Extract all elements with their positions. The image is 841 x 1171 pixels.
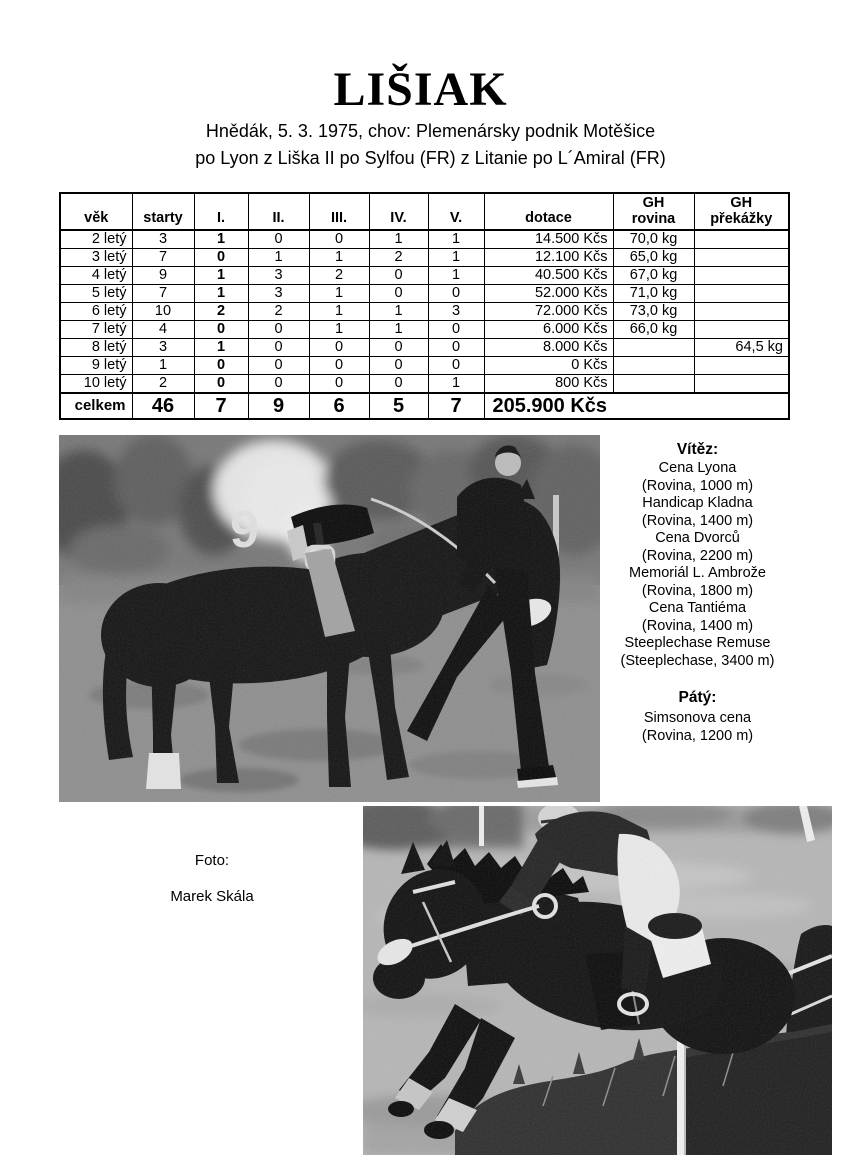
table-cell: 65,0 kg (613, 249, 694, 267)
race-name: Simsonova cena (643, 710, 752, 726)
winner-list (600, 460, 795, 670)
table-cell (694, 303, 789, 321)
table-cell: 0 (428, 357, 484, 375)
table-cell: 0 (194, 375, 248, 394)
table-cell: 71,0 kg (613, 285, 694, 303)
table-cell: 0 (248, 375, 309, 394)
total-place4: 5 (369, 393, 428, 419)
table-cell (694, 375, 789, 394)
photo-paddock (59, 435, 600, 802)
table-cell: 2 (194, 303, 248, 321)
race-result-item (600, 530, 795, 565)
table-cell: 1 (428, 230, 484, 249)
table-cell: 1 (428, 375, 484, 394)
winner-section (600, 441, 795, 670)
table-cell: 1 (132, 357, 194, 375)
table-cell: 8 letý (60, 339, 132, 357)
photo-grain (363, 806, 832, 1155)
fifth-title: Pátý: (678, 689, 717, 706)
table-cell: 3 (248, 267, 309, 285)
table-row-total (60, 393, 789, 419)
table-cell (694, 230, 789, 249)
table-cell: 0 (248, 230, 309, 249)
table-cell: 1 (194, 230, 248, 249)
table-cell: 14.500 Kčs (484, 230, 613, 249)
paddock-photo-illustration (59, 435, 600, 802)
col-header-dotace: dotace (484, 193, 613, 230)
table-cell: 1 (369, 303, 428, 321)
race-detail: (Rovina, 1400 m) (641, 512, 754, 529)
pedigree (20, 118, 841, 172)
table-cell: 2 (369, 249, 428, 267)
photo-credit (132, 852, 292, 905)
table-cell: 1 (309, 249, 369, 267)
race-result-item (600, 600, 795, 635)
total-place5: 7 (428, 393, 484, 419)
photo-grain (59, 435, 600, 802)
table-cell: 1 (194, 285, 248, 303)
table-cell: 5 letý (60, 285, 132, 303)
col-header-place2: II. (248, 193, 309, 230)
race-name: Cena Lyona (658, 460, 737, 476)
total-starty: 46 (132, 393, 194, 419)
table-cell: 0 (309, 375, 369, 394)
table-cell: 7 (132, 249, 194, 267)
table-row (60, 249, 789, 267)
table-cell: 0 (194, 357, 248, 375)
col-header-place3: III. (309, 193, 369, 230)
table-cell (694, 267, 789, 285)
fifth-section (600, 689, 795, 745)
table-cell: 0 (248, 339, 309, 357)
table-cell: 1 (194, 339, 248, 357)
race-detail: (Steeplechase, 3400 m) (620, 652, 775, 669)
table-cell: 0 (248, 357, 309, 375)
table-cell: 0 (369, 357, 428, 375)
table-row (60, 285, 789, 303)
table-cell: 1 (309, 285, 369, 303)
col-header-place5: V. (428, 193, 484, 230)
fifth-list (600, 710, 795, 745)
horse-number: 9 (230, 501, 259, 559)
race-name: Memoriál L. Ambrože (629, 565, 766, 581)
table-cell: 6.000 Kčs (484, 321, 613, 339)
table-cell: 9 (132, 267, 194, 285)
race-detail: (Rovina, 2200 m) (641, 547, 754, 564)
table-cell: 1 (369, 321, 428, 339)
table-cell: 1 (369, 230, 428, 249)
table-header-row (60, 193, 789, 230)
table-row (60, 357, 789, 375)
table-cell (613, 375, 694, 394)
winner-title: Vítěz: (676, 441, 719, 458)
table-cell: 0 (428, 321, 484, 339)
table-cell: 7 (132, 285, 194, 303)
race-detail: (Rovina, 1000 m) (641, 477, 754, 494)
race-detail: (Rovina, 1200 m) (641, 727, 754, 744)
race-name: Cena Tantiéma (648, 600, 747, 616)
table-cell (613, 357, 694, 375)
race-name: Cena Dvorců (655, 530, 740, 546)
table-cell: 0 (194, 321, 248, 339)
total-label: celkem (60, 393, 132, 419)
table-cell: 7 letý (60, 321, 132, 339)
table-cell: 1 (248, 249, 309, 267)
total-place2: 9 (248, 393, 309, 419)
table-cell (694, 321, 789, 339)
table-cell: 3 (132, 230, 194, 249)
race-result-item (600, 495, 795, 530)
table-row (60, 375, 789, 394)
table-cell: 800 Kčs (484, 375, 613, 394)
col-header-starty: starty (132, 193, 194, 230)
table-cell: 2 (132, 375, 194, 394)
table-cell: 0 (248, 321, 309, 339)
table-cell: 0 (369, 267, 428, 285)
total-place3: 6 (309, 393, 369, 419)
table-cell: 1 (194, 267, 248, 285)
photo-credit-name: Marek Skála (170, 888, 254, 905)
table-cell: 10 letý (60, 375, 132, 394)
race-result-item (600, 710, 795, 745)
race-result-item (600, 635, 795, 670)
table-cell: 0 (309, 357, 369, 375)
col-header-vek: věk (60, 193, 132, 230)
pedigree-line-2: po Lyon z Liška II po Sylfou (FR) z Litanie po L´Amiral (FR) (195, 148, 666, 168)
table-cell (694, 249, 789, 267)
table-cell: 72.000 Kčs (484, 303, 613, 321)
pedigree-line-1: Hnědák, 5. 3. 1975, chov: Plemenársky podnik Motěšice (205, 121, 656, 141)
table-cell: 2 (248, 303, 309, 321)
table-cell: 12.100 Kčs (484, 249, 613, 267)
col-header-gh-prekazky: GH překážky (694, 193, 789, 230)
table-cell: 0 (309, 339, 369, 357)
table-cell: 0 (428, 339, 484, 357)
photo-jump (363, 806, 832, 1155)
table-cell: 4 letý (60, 267, 132, 285)
table-cell: 0 (369, 285, 428, 303)
table-cell: 40.500 Kčs (484, 267, 613, 285)
table-cell: 0 (369, 339, 428, 357)
table-row (60, 339, 789, 357)
table-cell: 2 (309, 267, 369, 285)
table-row (60, 230, 789, 249)
table-cell: 3 letý (60, 249, 132, 267)
table-cell: 0 (309, 230, 369, 249)
table-cell: 6 letý (60, 303, 132, 321)
race-detail: (Rovina, 1400 m) (641, 617, 754, 634)
race-name: Steeplechase Remuse (624, 635, 771, 651)
race-result-item (600, 565, 795, 600)
race-result-item (600, 460, 795, 495)
table-cell: 10 (132, 303, 194, 321)
table-cell: 1 (309, 321, 369, 339)
table-cell: 3 (248, 285, 309, 303)
table-cell: 0 (369, 375, 428, 394)
page-title: LIŠIAK (333, 63, 508, 117)
table-row (60, 303, 789, 321)
table-cell: 0 Kčs (484, 357, 613, 375)
table-cell: 64,5 kg (694, 339, 789, 357)
table-cell: 3 (428, 303, 484, 321)
table-cell: 0 (428, 285, 484, 303)
table-cell: 4 (132, 321, 194, 339)
table-cell: 1 (309, 303, 369, 321)
table-cell (694, 357, 789, 375)
table-cell: 70,0 kg (613, 230, 694, 249)
race-name: Handicap Kladna (642, 495, 753, 511)
table-cell: 73,0 kg (613, 303, 694, 321)
total-place1: 7 (194, 393, 248, 419)
table-cell: 66,0 kg (613, 321, 694, 339)
table-cell (694, 285, 789, 303)
table-cell: 1 (428, 249, 484, 267)
table-cell: 67,0 kg (613, 267, 694, 285)
table-cell (613, 339, 694, 357)
col-header-place4: IV. (369, 193, 428, 230)
table-row (60, 267, 789, 285)
table-cell: 0 (194, 249, 248, 267)
total-dotace: 205.900 Kčs (484, 393, 789, 419)
jump-photo-illustration (363, 806, 832, 1155)
table-cell: 3 (132, 339, 194, 357)
race-detail: (Rovina, 1800 m) (641, 582, 754, 599)
table-cell: 1 (428, 267, 484, 285)
table-cell: 8.000 Kčs (484, 339, 613, 357)
col-header-gh-rovina: GH rovina (613, 193, 694, 230)
race-record-table (59, 192, 790, 420)
photo-credit-label: Foto: (194, 852, 230, 869)
table-cell: 9 letý (60, 357, 132, 375)
table-row (60, 321, 789, 339)
table-cell: 2 letý (60, 230, 132, 249)
table-cell: 52.000 Kčs (484, 285, 613, 303)
col-header-place1: I. (194, 193, 248, 230)
